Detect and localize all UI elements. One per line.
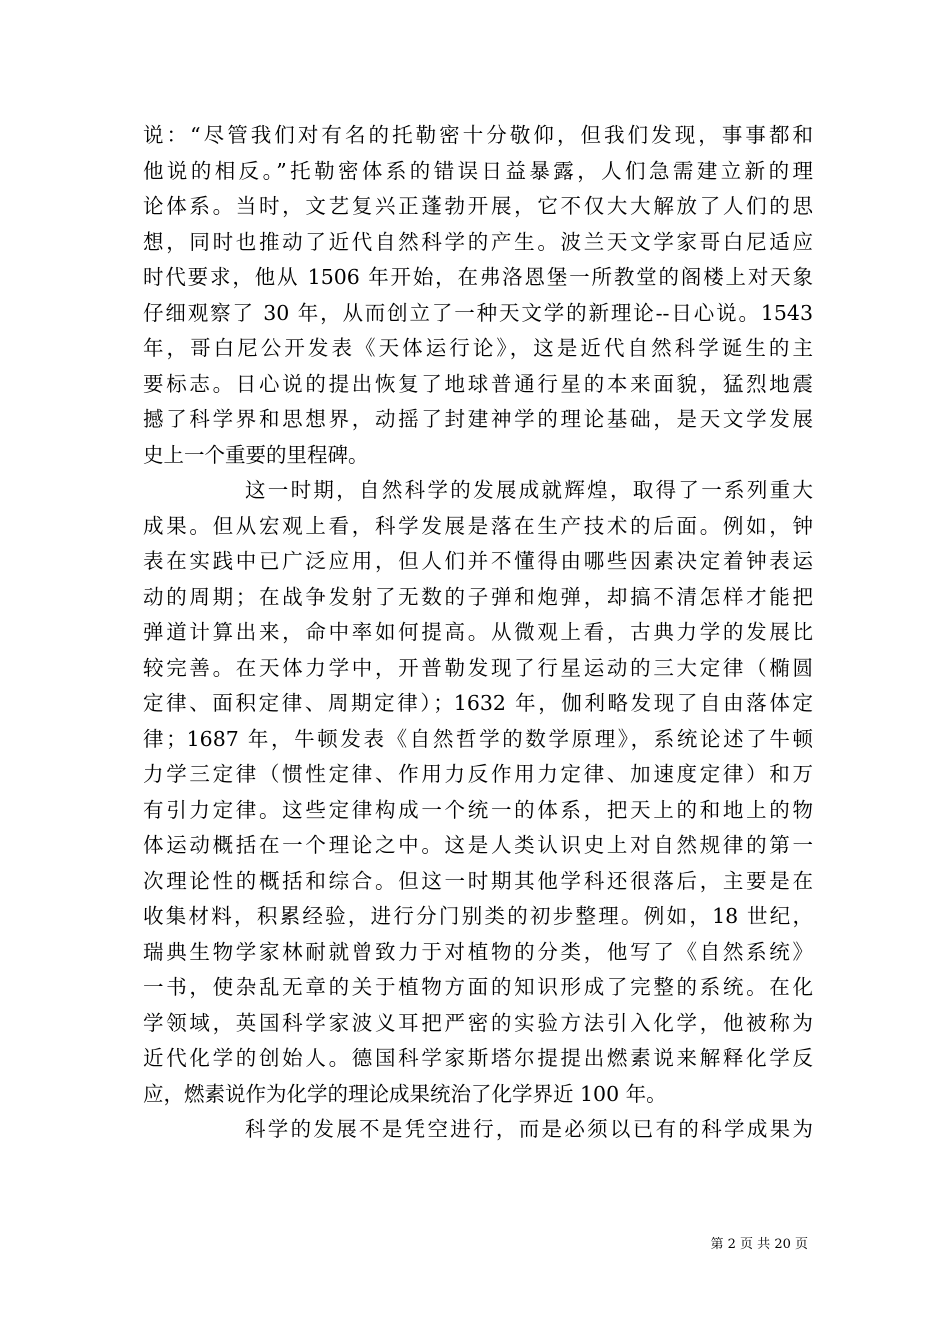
- text-line: 科学的发展不是凭空进行，而是必须以已有的科学成果为: [245, 1117, 813, 1141]
- text-line: 定律、面积定律、周期定律）；1632 年，伽利略发现了自由落体定: [143, 691, 813, 715]
- text-line: 一书，使杂乱无章的关于植物方面的知识形成了完整的系统。在化: [143, 975, 813, 999]
- text-line: 要标志。日心说的提出恢复了地球普通行星的本来面貌，猛烈地震: [143, 371, 813, 396]
- text-line: 表在实践中已广泛应用，但人们并不懂得由哪些因素决定着钟表运: [143, 549, 813, 573]
- text-line: 力学三定律（惯性定律、作用力反作用力定律、加速度定律）和万: [143, 762, 813, 786]
- text-line: 体运动概括在一个理论之中。这是人类认识史上对自然规律的第一: [143, 833, 813, 857]
- text-line: 较完善。在天体力学中，开普勒发现了行星运动的三大定律（椭圆: [143, 655, 813, 680]
- text-line: 这一时期，自然科学的发展成就辉煌，取得了一系列重大: [245, 478, 813, 502]
- text-line: 律；1687 年，牛顿发表《自然哲学的数学原理》，系统论述了牛顿: [143, 726, 813, 751]
- text-line: 瑞典生物学家林耐就曾致力于对植物的分类，他写了《自然系统》: [143, 939, 813, 964]
- text-line: 成果。但从宏观上看，科学发展是落在生产技术的后面。例如，钟: [143, 513, 813, 538]
- text-line: 次理论性的概括和综合。但这一时期其他学科还很落后，主要是在: [143, 868, 813, 893]
- page-number: 第 2 页 共 20 页: [710, 1237, 808, 1252]
- text-line: 年，哥白尼公开发表《天体运行论》，这是近代自然科学诞生的主: [143, 336, 813, 360]
- text-line: 收集材料，积累经验，进行分门别类的初步整理。例如，18 世纪，: [143, 904, 813, 928]
- text-line: 应，燃素说作为化学的理论成果统治了化学界近 100 年。: [143, 1081, 667, 1106]
- body-text: [143, 118, 813, 1148]
- text-line: 撼了科学界和思想界，动摇了封建神学的理论基础，是天文学发展: [143, 407, 813, 431]
- text-line: 论体系。当时，文艺复兴正蓬勃开展，它不仅大大解放了人们的思: [143, 194, 813, 218]
- text-line: 近代化学的创始人。德国科学家斯塔尔提提出燃素说来解释化学反: [143, 1046, 813, 1070]
- text-line: 学领域，英国科学家波义耳把严密的实验方法引入化学，他被称为: [143, 1010, 813, 1035]
- text-line: 仔细观察了 30 年，从而创立了一种天文学的新理论--日心说。1543: [143, 300, 813, 325]
- text-line: 他说的相反。”托勒密体系的错误日益暴露，人们急需建立新的理: [143, 158, 813, 183]
- text-line: 史上一个重要的里程碑。: [143, 442, 369, 467]
- text-line: 有引力定律。这些定律构成一个统一的体系，把天上的和地上的物: [143, 797, 813, 822]
- text-line: 弹道计算出来，命中率如何提高。从微观上看，古典力学的发展比: [143, 620, 813, 644]
- text-line: 时代要求，他从 1506 年开始，在弗洛恩堡一所教堂的阁楼上对天象: [143, 265, 813, 289]
- text-line: 说：“尽管我们对有名的托勒密十分敬仰，但我们发现，事事都和: [143, 123, 813, 147]
- text-line: 动的周期；在战争发射了无数的子弹和炮弹，却搞不清怎样才能把: [143, 584, 813, 609]
- text-line: 想，同时也推动了近代自然科学的产生。波兰天文学家哥白尼适应: [143, 229, 813, 254]
